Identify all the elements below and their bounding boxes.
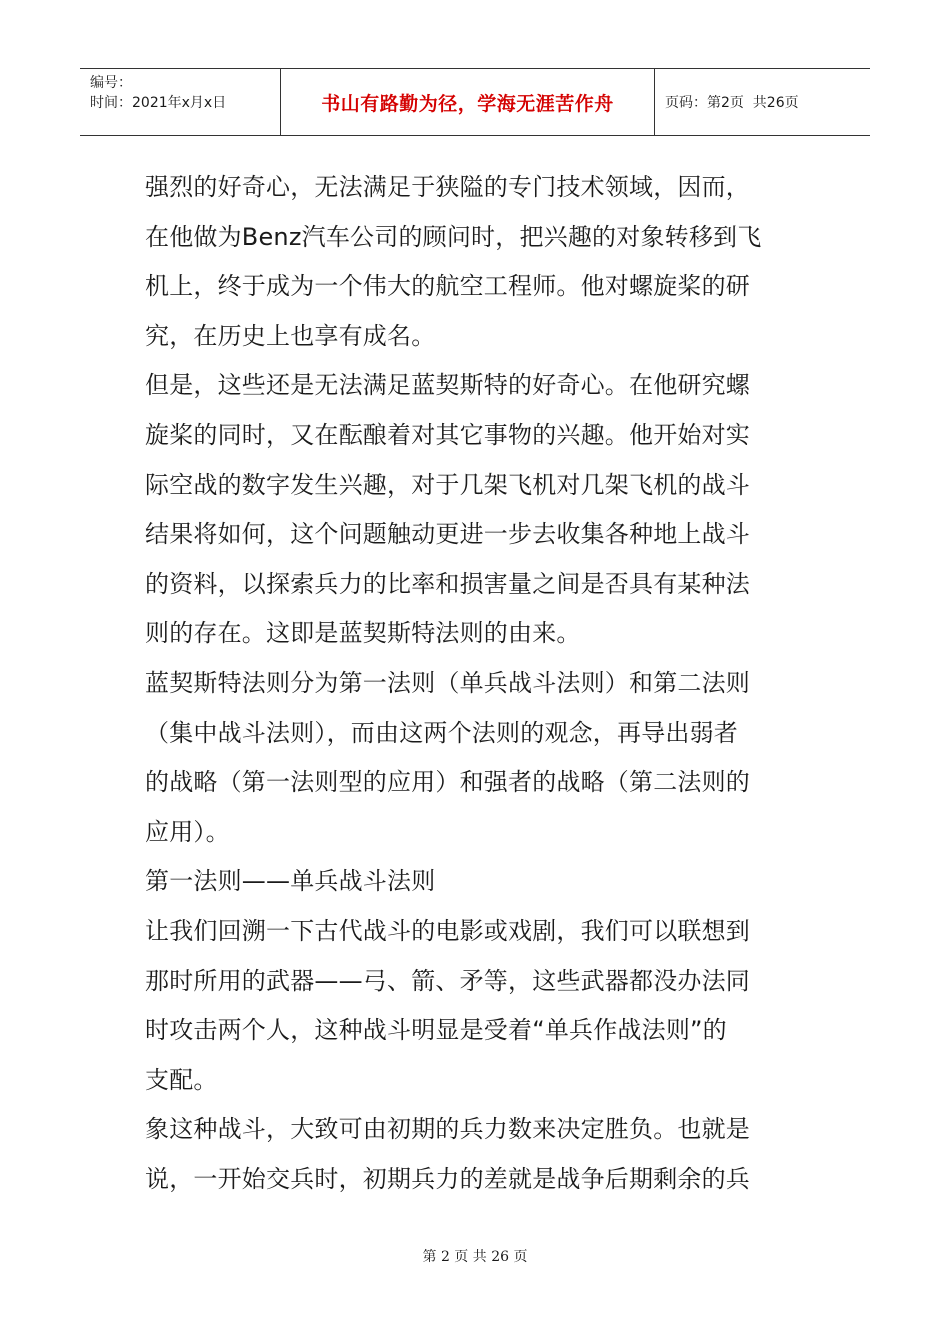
- document-body: [145, 163, 815, 1204]
- header-page-info: 页码：第2页 共26页: [665, 95, 799, 111]
- body-line: 让我们回溯一下古代战斗的电影或戏剧，我们可以联想到: [145, 916, 750, 945]
- body-line: 支配。: [145, 1065, 218, 1094]
- body-line: 结果将如何，这个问题触动更进一步去收集各种地上战斗: [145, 520, 750, 549]
- body-line: 但是，这些还是无法满足蓝契斯特的好奇心。在他研究螺: [145, 371, 750, 400]
- body-line: 究，在历史上也享有成名。: [145, 321, 436, 350]
- body-line: 在他做为Benz汽车公司的顾问时，把兴趣的对象转移到飞: [145, 222, 762, 251]
- body-line: （集中战斗法则），而由这两个法则的观念，再导出弱者: [145, 718, 738, 747]
- page-header: [80, 68, 870, 136]
- body-line: 的战略（第一法则型的应用）和强者的战略（第二法则的: [145, 768, 750, 797]
- body-line: 说，一开始交兵时，初期兵力的差就是战争后期剩余的兵: [145, 1164, 750, 1193]
- body-line: 旋桨的同时，又在酝酿着对其它事物的兴趣。他开始对实: [145, 420, 750, 449]
- header-time-label: 时间：2021年x月x日: [90, 95, 227, 111]
- page-footer: [0, 1246, 950, 1266]
- header-number-label: 编号：: [90, 75, 132, 91]
- body-line: 则的存在。这即是蓝契斯特法则的由来。: [145, 619, 581, 648]
- body-line: 时攻击两个人，这种战斗明显是受着“单兵作战法则”的: [145, 1016, 727, 1045]
- header-motto-cell: [281, 69, 655, 135]
- body-line: 那时所用的武器——弓、箭、矛等，这些武器都没办法同: [145, 966, 750, 995]
- body-line: 象这种战斗，大致可由初期的兵力数来决定胜负。也就是: [145, 1115, 750, 1144]
- footer-page-number: 第 2 页 共 26 页: [422, 1249, 528, 1265]
- header-motto: 书山有路勤为径，学海无涯苦作舟: [321, 92, 614, 115]
- body-line: 际空战的数字发生兴趣，对于几架飞机对几架飞机的战斗: [145, 470, 750, 499]
- header-meta: [80, 69, 281, 135]
- body-line: 的资料，以探索兵力的比率和损害量之间是否具有某种法: [145, 569, 750, 598]
- body-line: 机上，终于成为一个伟大的航空工程师。他对螺旋桨的研: [145, 272, 750, 301]
- body-line: 强烈的好奇心，无法满足于狭隘的专门技术领域，因而，: [145, 173, 750, 201]
- body-line: 蓝契斯特法则分为第一法则（单兵战斗法则）和第二法则: [145, 668, 750, 697]
- section-heading: 第一法则——单兵战斗法则: [145, 867, 436, 896]
- header-page-info-cell: [655, 69, 870, 135]
- body-line: 应用）。: [145, 817, 230, 846]
